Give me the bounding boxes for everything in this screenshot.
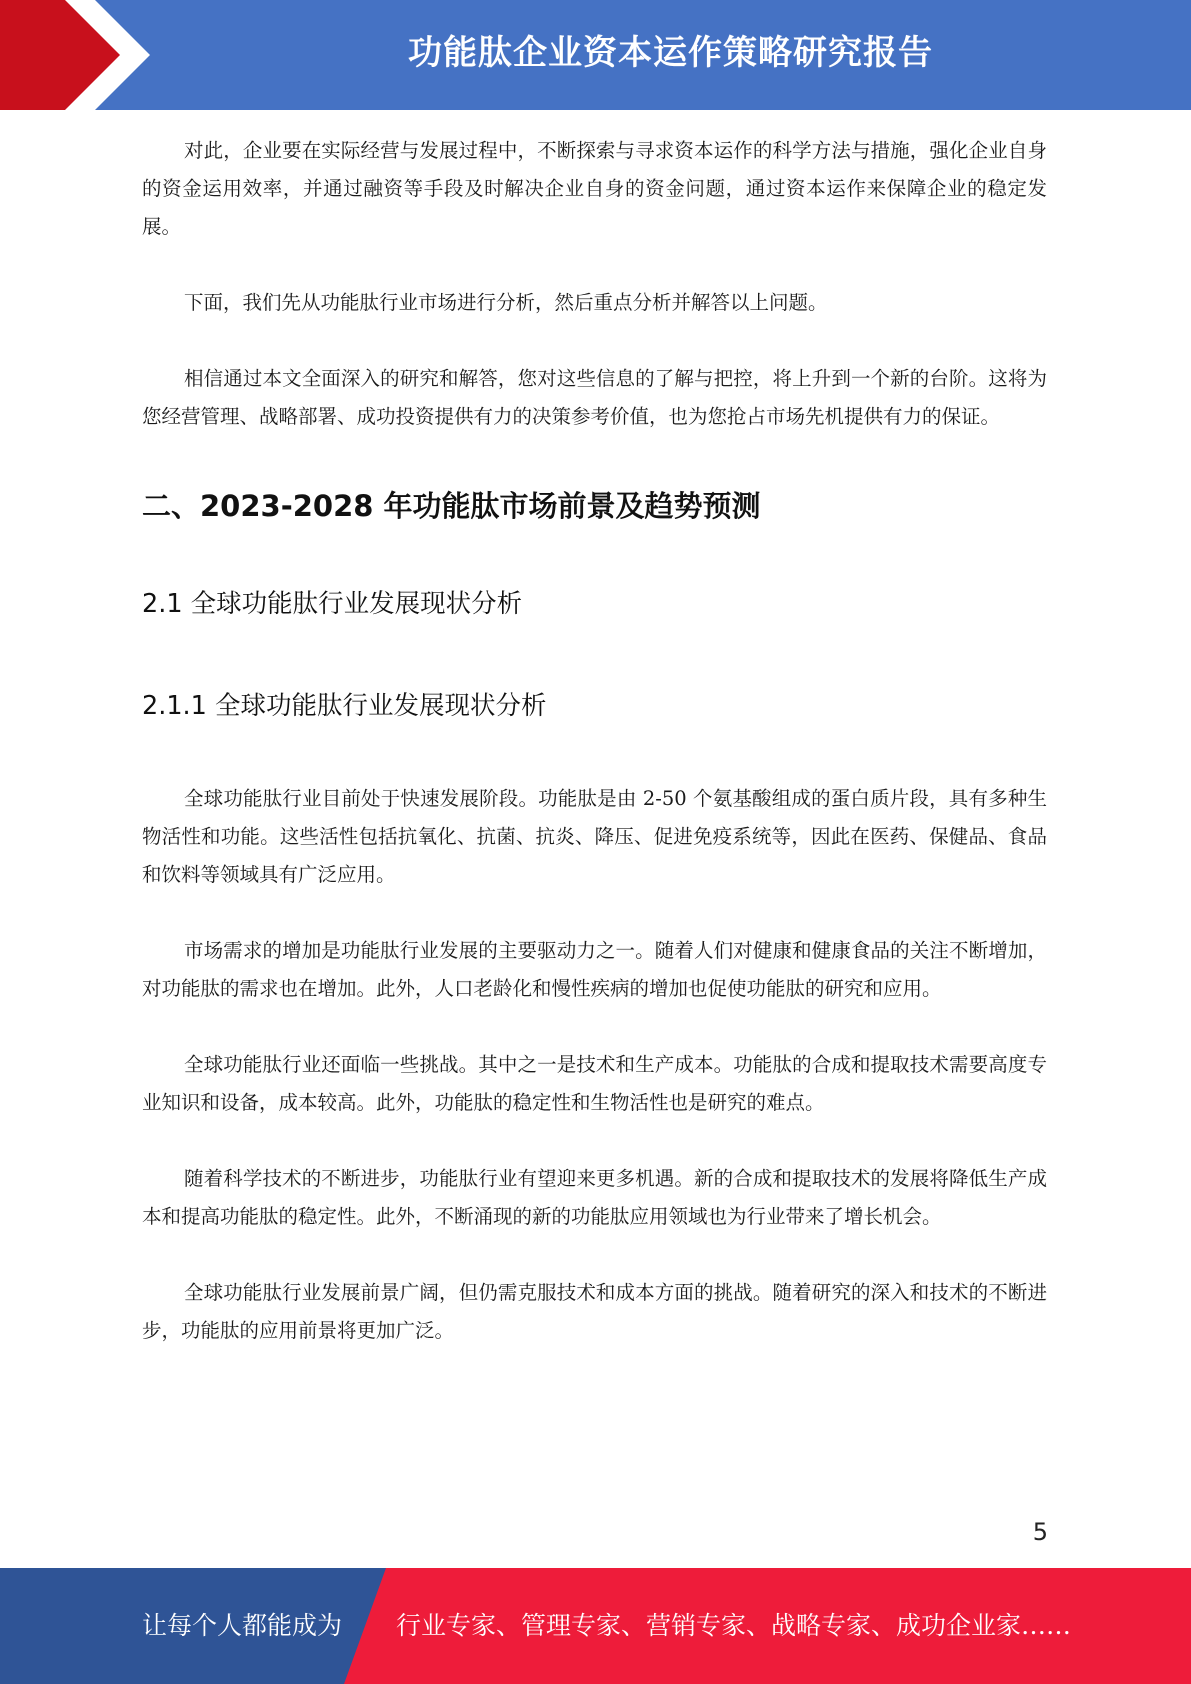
intro-paragraph-2: 下面，我们先从功能肽行业市场进行分析，然后重点分析并解答以上问题。	[184, 291, 828, 314]
body-paragraph-3: 全球功能肽行业还面临一些挑战。其中之一是技术和生产成本。功能肽的合成和提取技术需要高度专业知识和设备，成本较高。此外，功能肽的稳定性和生物活性也是研究的难点。	[142, 1053, 1047, 1114]
page-header	[0, 0, 1191, 110]
body-paragraph-1: 全球功能肽行业目前处于快速发展阶段。功能肽是由 2-50 个氨基酸组成的蛋白质片段，具有多种生物活性和功能。这些活性包括抗氧化、抗菌、抗炎、降压、促进免疫系统等，因此在医药、保健品、食品和饮料等领域具有广泛应用。	[142, 787, 1047, 886]
footer-slogan-left: 让每个人都能成为	[142, 1611, 343, 1640]
body-paragraph-4: 随着科学技术的不断进步，功能肽行业有望迎来更多机遇。新的合成和提取技术的发展将降低生产成本和提高功能肽的稳定性。此外，不断涌现的新的功能肽应用领域也为行业带来了增长机会。	[142, 1167, 1047, 1228]
body-paragraph-5: 全球功能肽行业发展前景广阔，但仍需克服技术和成本方面的挑战。随着研究的深入和技术的不断进步，功能肽的应用前景将更加广泛。	[142, 1281, 1047, 1342]
footer-slogan-right: 行业专家、管理专家、营销专家、战略专家、成功企业家……	[396, 1611, 1072, 1640]
header-arrow-icon	[0, 0, 160, 110]
report-title: 功能肽企业资本运作策略研究报告	[408, 33, 933, 73]
page-footer	[0, 1568, 1191, 1684]
intro-paragraph-3: 相信通过本文全面深入的研究和解答，您对这些信息的了解与把控，将上升到一个新的台阶。这将为您经营管理、战略部署、成功投资提供有力的决策参考价值，也为您抢占市场先机提供有力的保证。	[142, 367, 1047, 428]
document-body	[142, 132, 1047, 1350]
subsection-heading: 2.1 全球功能肽行业发展现状分析	[142, 589, 523, 619]
body-paragraph-2: 市场需求的增加是功能肽行业发展的主要驱动力之一。随着人们对健康和健康食品的关注不断增加，对功能肽的需求也在增加。此外，人口老龄化和慢性疾病的增加也促使功能肽的研究和应用。	[142, 939, 1047, 1000]
intro-paragraph-1: 对此，企业要在实际经营与发展过程中，不断探索与寻求资本运作的科学方法与措施，强化企业自身的资金运用效率，并通过融资等手段及时解决企业自身的资金问题，通过资本运作来保障企业的稳定发展。	[142, 139, 1047, 238]
page-number: 5	[1032, 1518, 1048, 1546]
section-heading: 二、2023-2028 年功能肽市场前景及趋势预测	[142, 489, 761, 523]
subsubsection-heading: 2.1.1 全球功能肽行业发展现状分析	[142, 691, 547, 721]
